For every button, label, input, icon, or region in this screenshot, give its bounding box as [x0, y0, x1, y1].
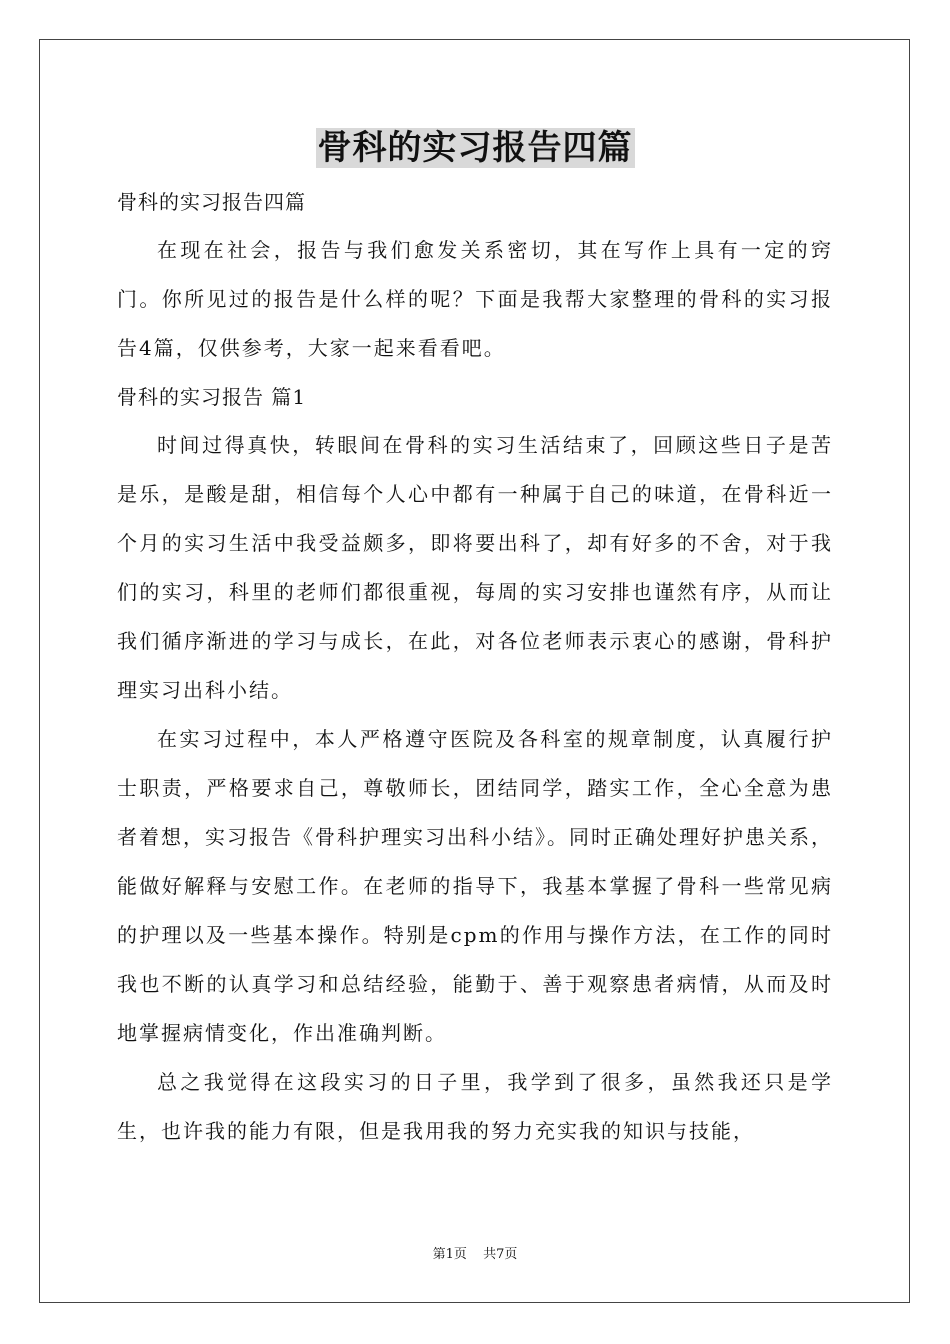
- body-paragraph-3: 总之我觉得在这段实习的日子里，我学到了很多，虽然我还只是学生，也许我的能力有限，但是我用我的努力充实我的知识与技能，: [117, 1070, 833, 1143]
- document-title-text: 骨科的实习报告四篇: [317, 128, 633, 168]
- section-heading: 骨科的实习报告 篇1: [117, 385, 307, 409]
- page-number-current: 第1页: [432, 1247, 467, 1262]
- intro-paragraph: 在现在社会，报告与我们愈发关系密切，其在写作上具有一定的窍门。你所见过的报告是什么样的呢？下面是我帮大家整理的骨科的实习报告4篇，仅供参考，大家一起来看看吧。: [117, 238, 833, 360]
- body-paragraph-1: 时间过得真快，转眼间在骨科的实习生活结束了，回顾这些日子是苦是乐，是酸是甜，相信每个人心中都有一种属于自己的味道，在骨科近一个月的实习生活中我受益颇多，即将要出科了，却有好多的不舍，对于我们的实习，科里的老师们都很重视，每周的实习安排也谨然有序，从而让我们循序渐进的学习与成长，在此，对各位老师表示衷心的感谢，骨科护理实习出科小结。: [117, 433, 833, 702]
- body-paragraph-2: 在实习过程中，本人严格遵守医院及各科室的规章制度，认真履行护士职责，严格要求自己，尊敬师长，团结同学，踏实工作，全心全意为患者着想，实习报告《骨科护理实习出科小结》。同时正确处理好护患关系，能做好解释与安慰工作。在老师的指导下，我基本掌握了骨科一些常见病的护理以及一些基本操作。特别是cpm的作用与操作方法，在工作的同时我也不断的认真学习和总结经验，能勤于、善于观察患者病情，从而及时地掌握病情变化，作出准确判断。: [117, 727, 833, 1045]
- document-title: [0, 124, 950, 172]
- page-footer: [0, 1246, 950, 1264]
- page-number-total: 共7页: [483, 1247, 518, 1262]
- document-body: [117, 178, 833, 1156]
- document-subtitle: 骨科的实习报告四篇: [117, 190, 306, 214]
